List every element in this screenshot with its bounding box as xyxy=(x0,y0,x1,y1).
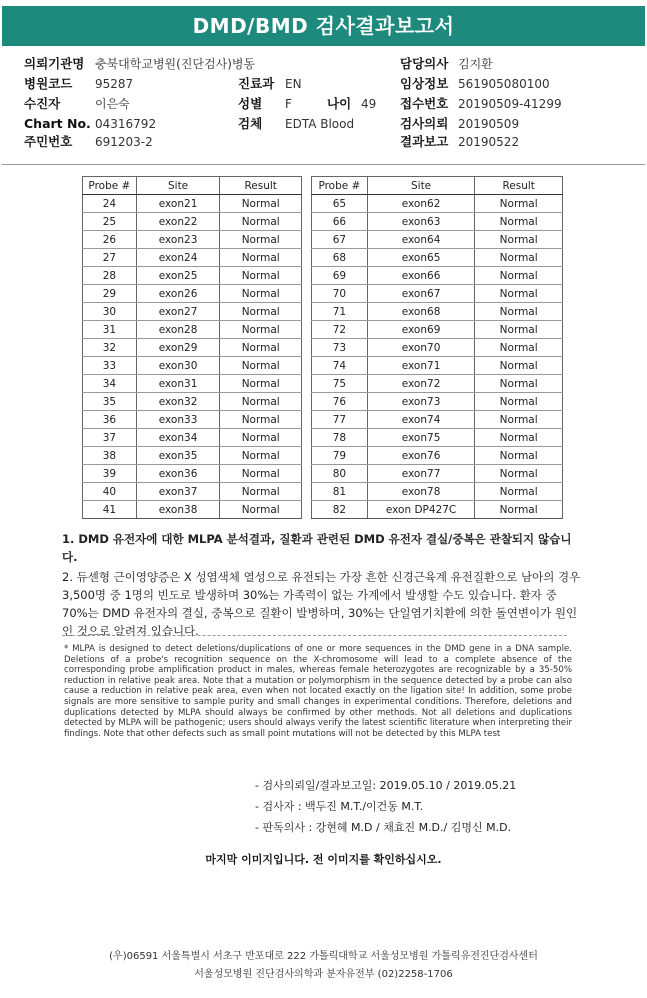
age-value: 49 xyxy=(361,97,377,111)
site-cell: exon78 xyxy=(367,483,475,501)
site-cell: exon74 xyxy=(367,411,475,429)
site-cell: exon37 xyxy=(136,483,220,501)
result-cell: Normal xyxy=(220,429,302,447)
info-row-5 xyxy=(0,133,647,151)
probe-cell: 34 xyxy=(83,375,137,393)
last-page-message: 마지막 이미지입니다. 전 이미지를 확인하십시오. xyxy=(205,853,442,866)
site-cell: exon28 xyxy=(136,321,220,339)
result-cell: Normal xyxy=(220,195,302,213)
patient-label: 수진자 xyxy=(24,96,61,111)
result-cell: Normal xyxy=(220,357,302,375)
site-cell: exon72 xyxy=(367,375,475,393)
table-row xyxy=(312,339,563,357)
site-cell: exon27 xyxy=(136,303,220,321)
table-row xyxy=(312,303,563,321)
hospital-code-value: 95287 xyxy=(95,77,134,91)
receipt-label: 접수번호 xyxy=(400,96,449,111)
table-row xyxy=(83,339,302,357)
receipt-value: 20190509-41299 xyxy=(458,97,562,111)
site-cell: exon71 xyxy=(367,357,475,375)
result-cell: Normal xyxy=(475,501,563,519)
site-cell: exon69 xyxy=(367,321,475,339)
result-cell: Normal xyxy=(475,375,563,393)
result-cell: Normal xyxy=(475,231,563,249)
probe-cell: 25 xyxy=(83,213,137,231)
table-row xyxy=(83,285,302,303)
table-row xyxy=(312,213,563,231)
table-row xyxy=(312,429,563,447)
result-cell: Normal xyxy=(220,339,302,357)
sex-value: F xyxy=(285,97,292,111)
probe-cell: 80 xyxy=(312,465,368,483)
table-row xyxy=(83,429,302,447)
probe-cell: 38 xyxy=(83,447,137,465)
site-cell: exon76 xyxy=(367,447,475,465)
result-cell: Normal xyxy=(220,393,302,411)
site-cell: exon24 xyxy=(136,249,220,267)
site-cell: exon35 xyxy=(136,447,220,465)
site-cell: exon77 xyxy=(367,465,475,483)
table-header-row xyxy=(83,177,302,195)
ssn-label: 주민번호 xyxy=(24,134,73,149)
site-cell: exon64 xyxy=(367,231,475,249)
table-row xyxy=(83,267,302,285)
site-cell: exon32 xyxy=(136,393,220,411)
report-date-label: 결과보고 xyxy=(400,134,449,149)
probe-table-left xyxy=(82,176,302,519)
clinical-value: 561905080100 xyxy=(458,77,550,91)
report-date-value: 20190522 xyxy=(458,135,520,149)
result-cell: Normal xyxy=(475,321,563,339)
table-row xyxy=(83,249,302,267)
site-cell: exon70 xyxy=(367,339,475,357)
table-row xyxy=(312,447,563,465)
result-cell: Normal xyxy=(475,303,563,321)
table-row xyxy=(312,231,563,249)
result-cell: Normal xyxy=(220,303,302,321)
probe-cell: 29 xyxy=(83,285,137,303)
site-cell: exon23 xyxy=(136,231,220,249)
probe-cell: 76 xyxy=(312,393,368,411)
info-row-3 xyxy=(0,95,647,113)
probe-cell: 69 xyxy=(312,267,368,285)
result-cell: Normal xyxy=(220,465,302,483)
probe-cell: 36 xyxy=(83,411,137,429)
site-cell: exon65 xyxy=(367,249,475,267)
table-row xyxy=(312,393,563,411)
dashed-divider xyxy=(62,635,567,636)
probe-cell: 67 xyxy=(312,231,368,249)
result-cell: Normal xyxy=(475,285,563,303)
probe-cell: 35 xyxy=(83,393,137,411)
table-row xyxy=(312,357,563,375)
note-2: 2. 듀센형 근이영양증은 X 성염색체 열성으로 유전되는 가장 흔한 신경근육계 유전질환으로 남아의 경우 3,500명 중 1명의 빈도로 발생하며 30%는 가족력이 없는 가계에서 발생할 수도 있습니다. 환자 중 70%는 DMD 유전자의 결실, 중복으로 질환이 발병하며, 30%는 단일염기치환에 의한 돌연변이가 원인인 것으로 알려져 있습니다. xyxy=(62,570,581,638)
table-row xyxy=(83,393,302,411)
probe-cell: 32 xyxy=(83,339,137,357)
info-row-4 xyxy=(0,115,647,133)
probe-cell: 65 xyxy=(312,195,368,213)
header-site: Site xyxy=(136,177,220,195)
footer-contact: 서울성모병원 진단검사의학과 분자유전부 (02)2258-1706 xyxy=(194,969,453,980)
table-row xyxy=(83,447,302,465)
result-cell: Normal xyxy=(475,447,563,465)
probe-cell: 26 xyxy=(83,231,137,249)
info-row-2 xyxy=(0,75,647,93)
table-row xyxy=(312,285,563,303)
specimen-value: EDTA Blood xyxy=(285,117,355,131)
result-cell: Normal xyxy=(220,411,302,429)
report-title: DMD/BMD 검사결과보고서 xyxy=(2,6,645,46)
dept-value: EN xyxy=(285,77,302,91)
result-cell: Normal xyxy=(475,429,563,447)
result-cell: Normal xyxy=(475,267,563,285)
site-cell: exon DP427C xyxy=(367,501,475,519)
probe-cell: 31 xyxy=(83,321,137,339)
probe-cell: 79 xyxy=(312,447,368,465)
result-cell: Normal xyxy=(220,483,302,501)
probe-cell: 74 xyxy=(312,357,368,375)
age-label: 나이 xyxy=(327,96,352,111)
site-cell: exon62 xyxy=(367,195,475,213)
site-cell: exon67 xyxy=(367,285,475,303)
note-1: 1. DMD 유전자에 대한 MLPA 분석결과, 질환과 관련된 DMD 유전자 결실/중복은 관찰되지 않습니다. xyxy=(62,532,572,564)
result-cell: Normal xyxy=(220,285,302,303)
site-cell: exon22 xyxy=(136,213,220,231)
hospital-code-label: 병원코드 xyxy=(24,76,73,91)
table-row xyxy=(83,213,302,231)
result-cell: Normal xyxy=(475,195,563,213)
test-dates: - 검사의뢰일/결과보고일: 2019.05.10 / 2019.05.21 xyxy=(255,779,517,792)
info-row-1 xyxy=(0,55,647,73)
probe-cell: 33 xyxy=(83,357,137,375)
table-row xyxy=(83,357,302,375)
result-cell: Normal xyxy=(475,411,563,429)
probe-cell: 68 xyxy=(312,249,368,267)
table-row xyxy=(83,321,302,339)
divider xyxy=(2,164,645,165)
signature-block xyxy=(255,775,516,838)
result-cell: Normal xyxy=(220,231,302,249)
site-cell: exon34 xyxy=(136,429,220,447)
probe-cell: 70 xyxy=(312,285,368,303)
probe-cell: 75 xyxy=(312,375,368,393)
table-row xyxy=(83,501,302,519)
header-probe: Probe # xyxy=(83,177,137,195)
table-row xyxy=(312,483,563,501)
probe-cell: 73 xyxy=(312,339,368,357)
reviewers: - 판독의사 : 강현혜 M.D / 채효진 M.D./ 김명신 M.D. xyxy=(255,821,512,834)
table-row xyxy=(312,465,563,483)
institution-value: 충북대학교병원(진단검사)병동 xyxy=(95,57,256,71)
table-row xyxy=(312,321,563,339)
site-cell: exon75 xyxy=(367,429,475,447)
header-result: Result xyxy=(220,177,302,195)
header-result: Result xyxy=(475,177,563,195)
doctor-value: 김지환 xyxy=(458,57,493,71)
site-cell: exon25 xyxy=(136,267,220,285)
chart-value: 04316792 xyxy=(95,117,157,131)
header-probe: Probe # xyxy=(312,177,368,195)
result-cell: Normal xyxy=(475,213,563,231)
site-cell: exon63 xyxy=(367,213,475,231)
site-cell: exon31 xyxy=(136,375,220,393)
table-row xyxy=(83,483,302,501)
site-cell: exon38 xyxy=(136,501,220,519)
result-cell: Normal xyxy=(475,339,563,357)
interpretation-notes xyxy=(62,530,582,642)
institution-label: 의뢰기관명 xyxy=(24,56,85,71)
probe-cell: 37 xyxy=(83,429,137,447)
table-row xyxy=(312,501,563,519)
result-cell: Normal xyxy=(220,249,302,267)
table-row xyxy=(312,411,563,429)
table-header-row xyxy=(312,177,563,195)
doctor-label: 담당의사 xyxy=(400,56,449,71)
probe-cell: 39 xyxy=(83,465,137,483)
probe-cell: 82 xyxy=(312,501,368,519)
site-cell: exon66 xyxy=(367,267,475,285)
table-row xyxy=(312,375,563,393)
probe-cell: 41 xyxy=(83,501,137,519)
table-row xyxy=(83,303,302,321)
probe-cell: 40 xyxy=(83,483,137,501)
examiners: - 검사자 : 백두진 M.T./이건동 M.T. xyxy=(255,800,424,813)
site-cell: exon30 xyxy=(136,357,220,375)
mlpa-disclaimer: * MLPA is designed to detect deletions/duplications of one or more sequences in the DMD gene in a DNA sample. Deletions of a probe's recognition sequence on the X-chromosome will lead to a complete absence of the corresponding probe amplification product in males, whereas female heterozygotes are recognizable by a 35-50% reduction in relative peak area. Note that a mutation or polymorphism in the sequence detected by a probe can also cause a reduction in relative peak area, even when not located exactly on the ligation site! In addition, some probe signals are more sensitive to sample purity and small changes in experimental conditions. Therefore, deletions and duplications detected by MLPA should always be confirmed by other methods. Not all deletions and duplications detected by MLPA will be pathogenic; users should always verify the latest scientific literature when interpreting their findings. Note that other defects such as small point mutations will not be detected by this MLPA test xyxy=(64,644,572,739)
patient-value: 이은숙 xyxy=(95,97,130,111)
table-row xyxy=(83,375,302,393)
probe-cell: 28 xyxy=(83,267,137,285)
result-cell: Normal xyxy=(220,501,302,519)
probe-cell: 71 xyxy=(312,303,368,321)
table-row xyxy=(83,231,302,249)
table-row xyxy=(312,267,563,285)
probe-cell: 66 xyxy=(312,213,368,231)
result-cell: Normal xyxy=(475,393,563,411)
clinical-label: 임상정보 xyxy=(400,76,449,91)
site-cell: exon29 xyxy=(136,339,220,357)
probe-cell: 24 xyxy=(83,195,137,213)
specimen-label: 검체 xyxy=(238,116,263,131)
result-cell: Normal xyxy=(220,375,302,393)
result-cell: Normal xyxy=(475,249,563,267)
probe-cell: 30 xyxy=(83,303,137,321)
result-cell: Normal xyxy=(220,213,302,231)
sex-label: 성별 xyxy=(238,96,263,111)
result-cell: Normal xyxy=(475,483,563,501)
ssn-value: 691203-2 xyxy=(95,135,153,149)
site-cell: exon21 xyxy=(136,195,220,213)
request-date-value: 20190509 xyxy=(458,117,520,131)
site-cell: exon68 xyxy=(367,303,475,321)
table-row xyxy=(312,249,563,267)
result-cell: Normal xyxy=(475,357,563,375)
chart-label: Chart No. xyxy=(24,116,91,131)
header-site: Site xyxy=(367,177,475,195)
probe-cell: 77 xyxy=(312,411,368,429)
table-row xyxy=(83,195,302,213)
probe-cell: 81 xyxy=(312,483,368,501)
table-row xyxy=(83,465,302,483)
table-row xyxy=(83,411,302,429)
site-cell: exon73 xyxy=(367,393,475,411)
dept-label: 진료과 xyxy=(238,76,275,91)
result-cell: Normal xyxy=(475,465,563,483)
site-cell: exon36 xyxy=(136,465,220,483)
site-cell: exon26 xyxy=(136,285,220,303)
probe-table-right xyxy=(311,176,563,519)
probe-cell: 27 xyxy=(83,249,137,267)
footer-address: (우)06591 서울특별시 서초구 반포대로 222 가톨릭대학교 서울성모병원 가톨릭유전진단검사센터 xyxy=(109,951,538,962)
result-cell: Normal xyxy=(220,447,302,465)
probe-cell: 72 xyxy=(312,321,368,339)
probe-cell: 78 xyxy=(312,429,368,447)
site-cell: exon33 xyxy=(136,411,220,429)
result-cell: Normal xyxy=(220,267,302,285)
result-cell: Normal xyxy=(220,321,302,339)
request-date-label: 검사의뢰 xyxy=(400,116,449,131)
table-row xyxy=(312,195,563,213)
footer xyxy=(0,948,647,984)
